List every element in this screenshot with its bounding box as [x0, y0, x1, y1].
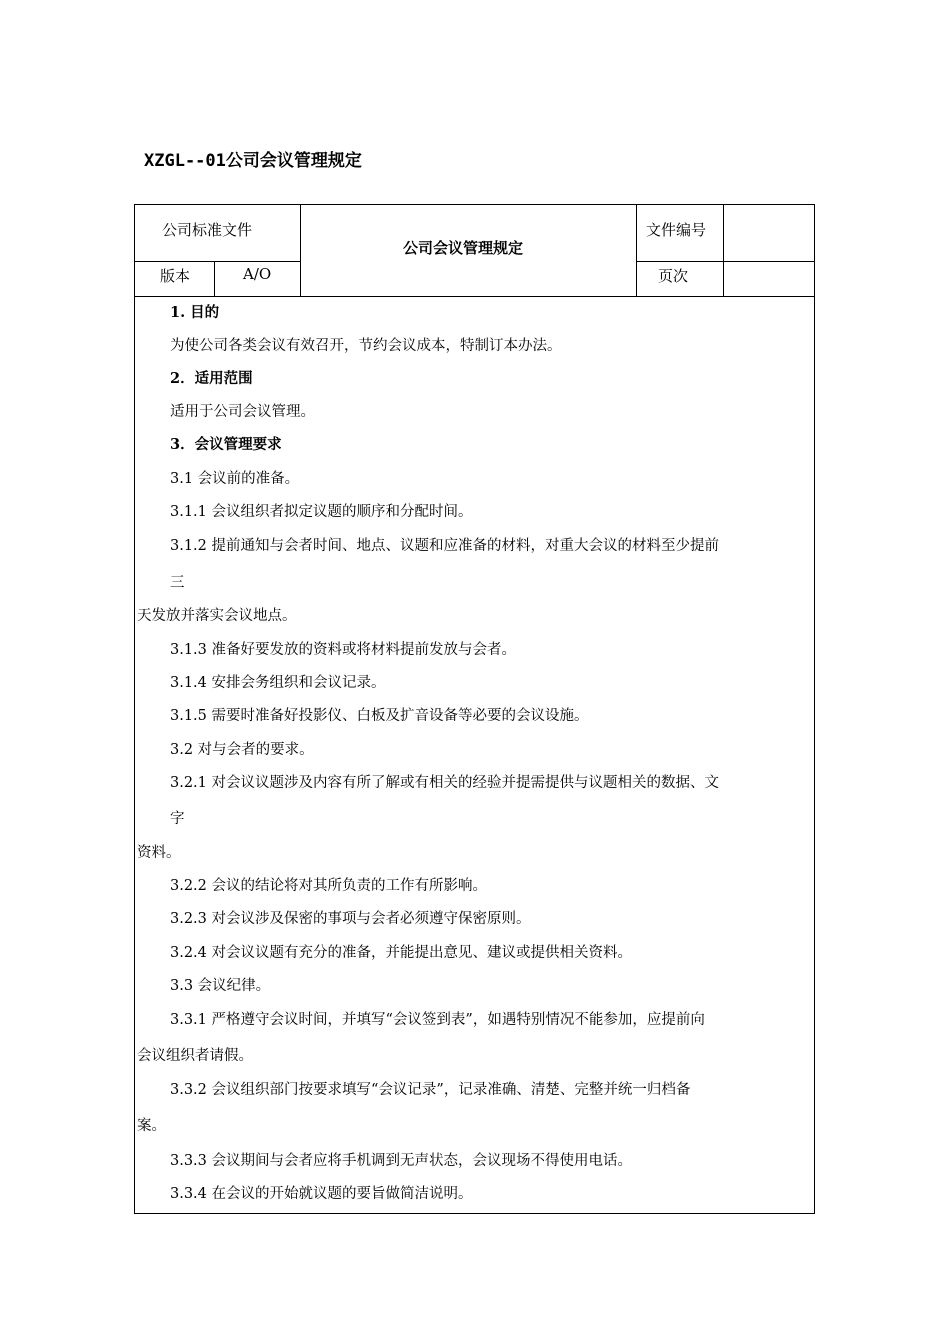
header-col-divider-2 — [636, 204, 637, 296]
paragraph-line: 字 — [170, 811, 185, 827]
page-label: 页次 — [658, 267, 689, 285]
section-2-heading: 2．适用范围 — [170, 370, 253, 387]
paragraph-line: 会议组织者请假。 — [137, 1048, 253, 1064]
paragraph-line: 3.3 会议纪律。 — [170, 978, 271, 994]
paragraph-line: 为使公司各类会议有效召开，节约会议成本，特制订本办法。 — [170, 338, 562, 354]
header-col-divider-1 — [300, 204, 301, 296]
section-3-heading: 3．会议管理要求 — [170, 436, 282, 453]
paragraph-line: 3.3.3 会议期间与会者应将手机调到无声状态，会议现场不得使用电话。 — [170, 1153, 633, 1169]
header-col-divider-3 — [723, 204, 724, 296]
paragraph-line: 三 — [170, 575, 185, 591]
version-col-divider — [214, 261, 215, 296]
header-row-divider-left — [134, 261, 301, 262]
header-bottom-divider — [134, 296, 815, 297]
paragraph-line: 3.2.1 对会议议题涉及内容有所了解或有相关的经验并提需提供与议题相关的数据、文 — [170, 775, 720, 791]
paragraph-line: 3.2.3 对会议涉及保密的事项与会者必须遵守保密原则。 — [170, 911, 531, 927]
section-1-heading: 1. 目的 — [170, 304, 220, 321]
version-label: 版本 — [160, 267, 191, 285]
paragraph-line: 适用于公司会议管理。 — [170, 404, 315, 420]
file-number-label: 文件编号 — [646, 221, 707, 239]
paragraph-line: 3.1.5 需要时准备好投影仪、白板及扩音设备等必要的会议设施。 — [170, 708, 589, 724]
paragraph-line: 3.1.3 准备好要发放的资料或将材料提前发放与会者。 — [170, 642, 517, 658]
paragraph-line: 3.2 对与会者的要求。 — [170, 742, 314, 758]
paragraph-line: 3.3.4 在会议的开始就议题的要旨做简洁说明。 — [170, 1186, 473, 1202]
version-value: A/O — [243, 265, 272, 283]
paragraph-line: 3.1.2 提前通知与会者时间、地点、议题和应准备的材料，对重大会议的材料至少提前 — [170, 538, 720, 554]
paragraph-line: 案。 — [137, 1118, 166, 1134]
paragraph-line: 3.3.1 严格遵守会议时间，并填写“会议签到表”，如遇特别情况不能参加，应提前向 — [170, 1012, 705, 1028]
header-row-divider-right — [636, 261, 815, 262]
paragraph-line: 3.1.1 会议组织者拟定议题的顺序和分配时间。 — [170, 504, 473, 520]
paragraph-line: 3.1 会议前的准备。 — [170, 471, 300, 487]
paragraph-line: 3.3.2 会议组织部门按要求填写“会议记录”，记录准确、清楚、完整并统一归档备 — [170, 1082, 691, 1098]
paragraph-line: 3.1.4 安排会务组织和会议记录。 — [170, 675, 386, 691]
paragraph-line: 3.2.2 会议的结论将对其所负责的工作有所影响。 — [170, 878, 488, 894]
company-standard-label: 公司标准文件 — [162, 221, 253, 239]
header-center-title: 公司会议管理规定 — [403, 239, 524, 257]
document-title: XZGL--01公司会议管理规定 — [144, 151, 362, 171]
paragraph-line: 天发放并落实会议地点。 — [137, 608, 297, 624]
paragraph-line: 3.2.4 对会议议题有充分的准备，并能提出意见、建议或提供相关资料。 — [170, 945, 633, 961]
paragraph-line: 资料。 — [137, 845, 181, 861]
